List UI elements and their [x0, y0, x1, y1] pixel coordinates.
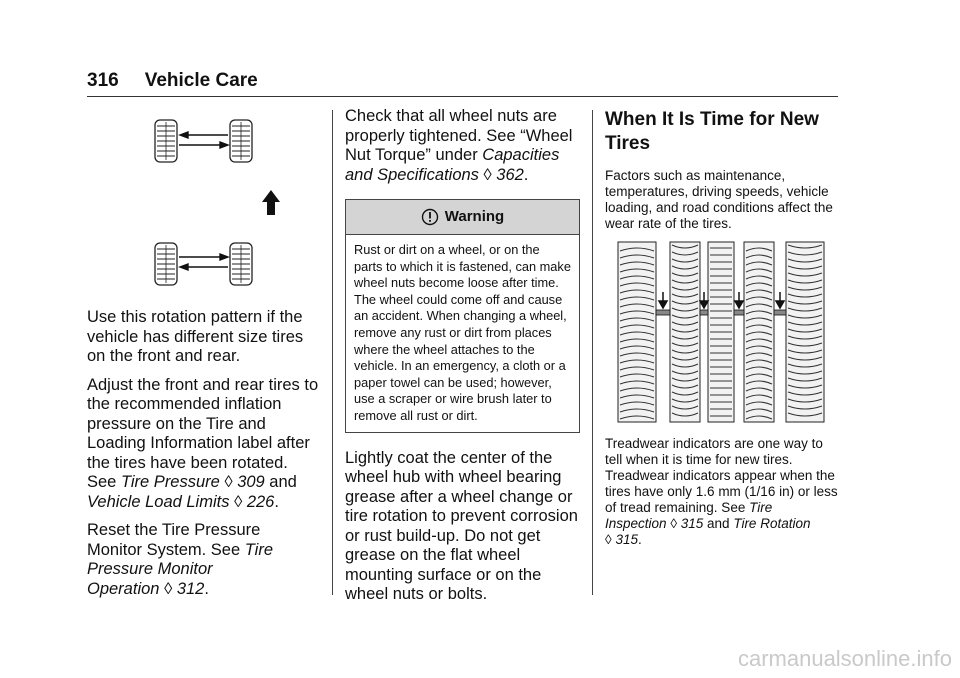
paragraph: Reset the Tire Pressure Monitor System. See Tire Pressure Monitor Operation ◊ 312. — [87, 521, 274, 598]
swap-arrows-front — [179, 132, 228, 148]
link-vehicle-load-limits[interactable]: Vehicle Load Limits — [87, 492, 230, 511]
paragraph: Factors such as maintenance, temperatures, driving speeds, vehicle loading, and road conditions affect the wear rate of the tires. — [605, 168, 833, 231]
tire-rotation-diagram — [150, 115, 310, 290]
page-ref[interactable]: 312 — [176, 579, 205, 598]
warning-box — [345, 199, 580, 433]
tire-rear-left — [155, 243, 177, 285]
link-tire-inspection[interactable]: Tire Inspection — [605, 500, 773, 531]
tire-front-left — [155, 120, 177, 162]
swap-arrows-rear — [179, 254, 228, 270]
paragraph: Use this rotation pattern if the vehicle has different size tires on the front and rear. — [87, 308, 304, 365]
ref-symbol: ◊ — [605, 532, 612, 547]
column-3-lower — [605, 436, 841, 548]
header-rule — [87, 96, 838, 97]
vehicle-front-arrow-icon — [262, 190, 280, 215]
tire-rear-right — [230, 243, 252, 285]
page-number: 316 — [87, 70, 119, 91]
ref-symbol: ◊ — [234, 492, 243, 511]
link-tire-pressure[interactable]: Tire Pressure — [120, 473, 220, 491]
page-ref[interactable]: 315 — [680, 516, 704, 531]
warning-icon — [421, 208, 439, 226]
page-header — [87, 70, 258, 92]
watermark: carmanualsonline.info — [737, 646, 952, 671]
column-1 — [87, 308, 319, 608]
warning-title: Warning — [444, 208, 505, 226]
ref-symbol: ◊ — [483, 165, 492, 184]
ref-symbol: ◊ — [164, 579, 173, 598]
link-tire-rotation[interactable]: Tire Rotation — [733, 516, 811, 531]
section-title: Vehicle Care — [144, 70, 258, 91]
tire-front-right — [230, 120, 252, 162]
link-tpms-operation[interactable]: Tire Pressure Monitor Operation — [87, 540, 274, 598]
link-capacities-specifications[interactable]: Capacities and Specifications — [345, 146, 560, 184]
column-divider — [592, 110, 593, 595]
paragraph: Check that all wheel nuts are properly tightened. See “Wheel Nut Torque” under Capacities and Specifications ◊ 362. — [345, 107, 573, 184]
ref-symbol: ◊ — [670, 516, 677, 531]
column-divider — [332, 110, 333, 595]
column-3 — [605, 108, 840, 241]
column-2 — [345, 107, 580, 614]
page-ref[interactable]: 315 — [615, 532, 638, 547]
page-ref[interactable]: 226 — [246, 492, 275, 511]
ref-symbol: ◊ — [224, 473, 233, 491]
page-ref[interactable]: 362 — [496, 165, 524, 184]
paragraph: Treadwear indicators are one way to tell when it is time for new tires. Treadwear indicators appear when the tires have only 1.6 mm (1/16 in) or less of tread remaining. See Tire Inspection ◊ 315 and Tire Rotation ◊ 315. — [605, 436, 838, 547]
paragraph: Lightly coat the center of the wheel hub with wheel bearing grease after a wheel change or tire rotation to prevent corrosion or rust build-up. Do not get grease on the flat wheel mounting surface or on the wheel nuts or bolts. — [345, 448, 578, 604]
section-heading: When It Is Time for New Tires — [605, 109, 819, 154]
treadwear-indicator-illustration — [616, 240, 828, 425]
page-ref[interactable]: 309 — [237, 473, 265, 491]
warning-header — [346, 200, 579, 235]
warning-body: Rust or dirt on a wheel, or on the parts to which it is fastened, can make wheel nuts become loose after time. The wheel could come off and cause an accident. When changing a wheel, remove any rust or dirt from places where the wheel attaches to the vehicle. In an emergency, a cloth or a paper towel can be used; however, use a scraper or wire brush later to remove all rust or dirt. — [354, 242, 571, 423]
paragraph: Adjust the front and rear tires to the recommended inflation pressure on the Tire and Loading Information label after the tires have been rotated. See Tire Pressure ◊ 309 and Vehicle Load Limits ◊ 226. — [87, 375, 319, 511]
